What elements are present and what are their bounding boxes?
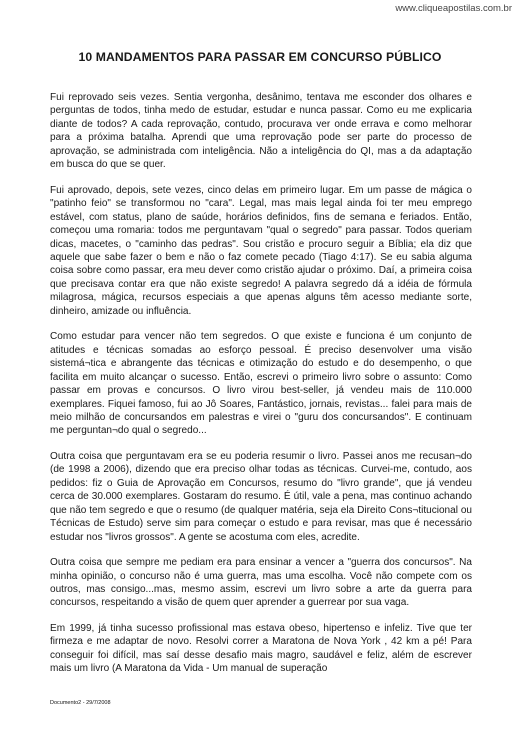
paragraph-1: Fui reprovado seis vezes. Sentia vergonha, desânimo, tentava me esconder dos olhares e perguntas de todos, tinha medo de estudar, estudar e nunca passar. Como eu me explicaria diante de todos? A cada reprovação, contudo, procurava ver onde errava e como melhorar para a próxima batalha. Aprendi que uma reprovação pode ser parte do processo de aprovação, se administrada com inteligência. Não a inteligência do QI, mas a da adaptação em busca do que se quer.	[50, 92, 472, 171]
paragraph-6: Em 1999, já tinha sucesso profissional mas estava obeso, hipertenso e infeliz. Tive que ter firmeza e me adaptar de novo. Resolvi correr a Maratona de Nova York , 42 km a pé! Para conseguir foi difícil, mas saí desse desafio mais magro, saudável e feliz, além de escrever mais um livro (A Maratona da Vida - Um manual de superação	[50, 622, 472, 675]
document-title: 10 MANDAMENTOS PARA PASSAR EM CONCURSO PÚBLICO	[78, 50, 442, 64]
document-body	[50, 91, 472, 688]
paragraph-5: Outra coisa que sempre me pediam era para ensinar a vencer a "guerra dos concursos". Na minha opinião, o concurso não é uma guerra, mas uma escolha. Você não compete com os outros, mas consigo...mas, mesmo assim, escrevi um livro sobre a arte da guerra para concursos, respeitando a visão de quem quer aprender a guerrear por sua vaga.	[50, 557, 472, 609]
watermark-url: www.cliqueapostilas.com.br	[395, 3, 512, 14]
paragraph-2: Fui aprovado, depois, sete vezes, cinco delas em primeiro lugar. Em um passe de mágica o "patinho feio" se transformou no "cara". Legal, mas mais legal ainda foi ter meu emprego estável, com status, plano de saúde, horários definidos, fins de semana e feriados. Então, começou uma romaria: todos me perguntavam "qual o segredo" para passar. Todos queriam dicas, macetes, o "caminho das pedras". Sou cristão e procuro seguir a Bíblia; ela diz que aquele que sabe fazer o bem e não o faz comete pecado (Tiago 4:17). Se eu sabia alguma coisa sobre como passar, era meu dever como cristão ajudar o próximo. Daí, a primeira coisa que precisava contar era que não existe segredo! A palavra segredo dá a idéia de fórmula milagrosa, mágica, recursos especiais a que apenas alguns têm acesso mediante sorte, dinheiro, amizade ou influência.	[50, 184, 472, 317]
paragraph-4: Outra coisa que perguntavam era se eu poderia resumir o livro. Passei anos me recusan¬do (de 1998 a 2006), dizendo que era preciso olhar todas as técnicas. Curvei-me, contudo, aos pedidos: fiz o Guia de Aprovação em Concursos, resumo do "livro grande", que já vendeu cerca de 30.000 exemplares. Gostaram do resumo. É útil, vale a pena, mas continuo achando que não tem segredo e que o resumo (de qualquer matéria, seja ela Direito Cons¬titucional ou Técnicas de Estudo) serve sim para começar o estudo e para revisar, mas que é necessário estudar nos "livros grossos". A gente se acostuma com eles, acredite.	[50, 450, 472, 543]
paragraph-3: Como estudar para vencer não tem segredos. O que existe e funciona é um conjunto de atitudes e técnicas somadas ao esforço pessoal. É preciso desenvolver uma visão sistemá¬tica e abrangente das técnicas e otimização do estudo e do desempenho, o que facilita em muito alcançar o sucesso. Então, escrevi o primeiro livro sobre o assunto: Como passar em provas e concursos. O livro virou best-seller, já vendeu mais de 110.000 exemplares. Fiquei famoso, fui ao Jô Soares, Fantástico, jornais, revistas... falei para mais de meio milhão de concursandos em palestras e virei o "guru dos concursandos". E continuam me perguntan¬do qual o segredo...	[50, 331, 472, 437]
page-footer: Documento2 - 29/7/2008	[50, 700, 111, 706]
